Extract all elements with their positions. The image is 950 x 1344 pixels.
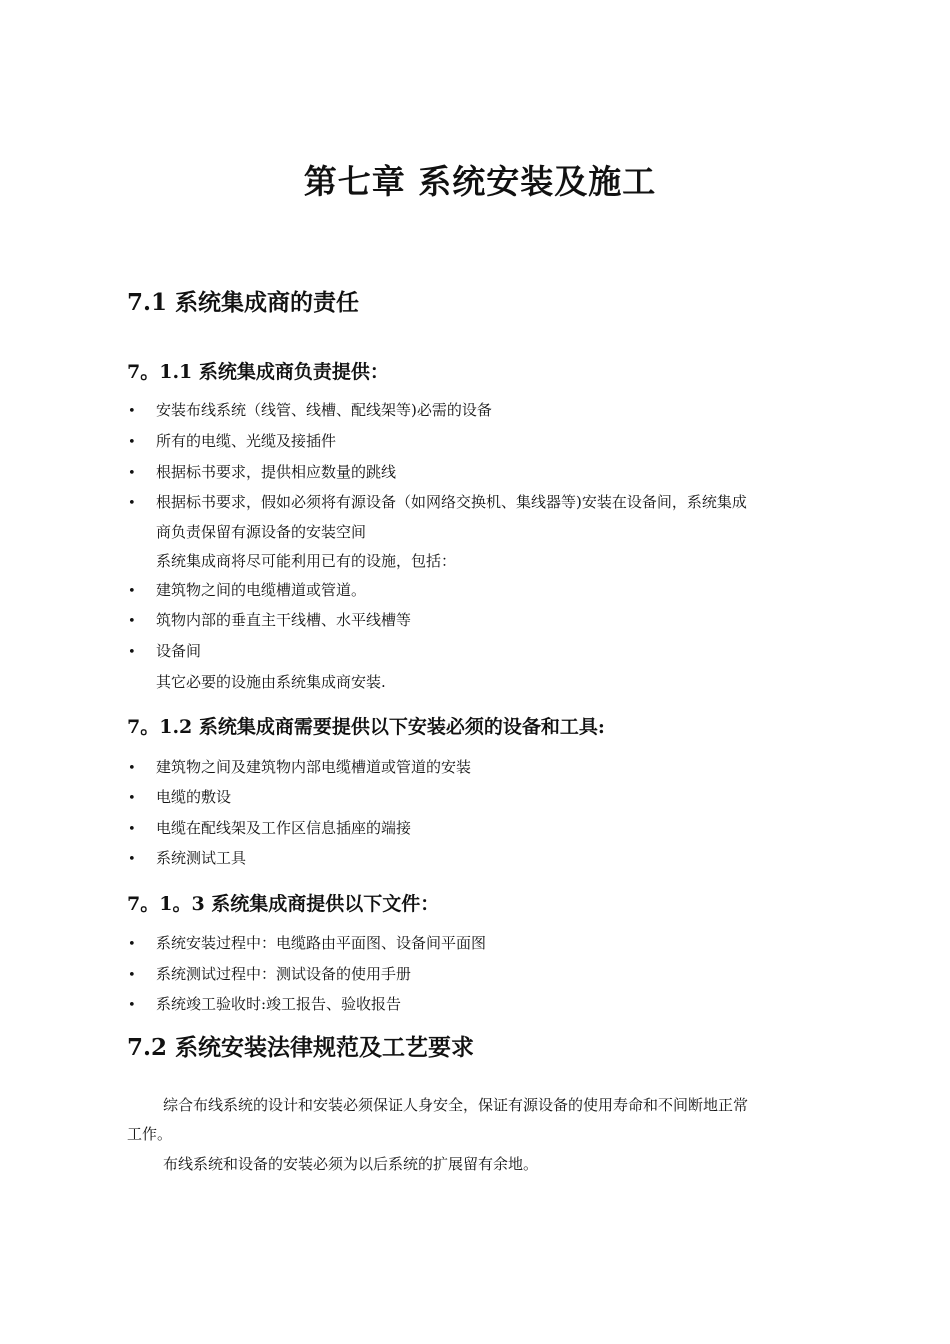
list-item-continuation: 商负责保留有源设备的安装空间 (156, 523, 367, 541)
list-item: • 安装布线系统（线管、线槽、配线架等)必需的设备 (128, 399, 492, 423)
bullet-icon: • (128, 614, 136, 629)
list-item: • 系统测试过程中：测试设备的使用手册 (128, 963, 411, 987)
bullet-icon: • (128, 761, 136, 776)
note-text: 系统集成商将尽可能利用已有的设施，包括： (156, 552, 457, 570)
list-item: • 电缆在配线架及工作区信息插座的端接 (128, 817, 411, 841)
section-heading-7-1-3: 7。1。3 系统集成商提供以下文件： (127, 893, 440, 915)
bullet-icon: • (128, 466, 136, 481)
list-item: • 系统测试工具 (128, 847, 246, 871)
bullet-icon: • (128, 496, 136, 511)
list-item: • 根据标书要求，提供相应数量的跳线 (128, 461, 396, 485)
list-item: • 所有的电缆、光缆及接插件 (128, 430, 336, 454)
bullet-icon: • (128, 968, 136, 983)
section-heading-7-1-1: 7。1.1 系统集成商负责提供： (127, 361, 389, 383)
list-item: • 设备间 (128, 640, 201, 664)
paragraph-line: 综合布线系统的设计和安装必须保证人身安全，保证有源设备的使用寿命和不间断地正常 (163, 1096, 749, 1114)
list-item: • 建筑物之间及建筑物内部电缆槽道或管道的安装 (128, 756, 471, 780)
bullet-icon: • (128, 822, 136, 837)
list-item: • 建筑物之间的电缆槽道或管道。 (128, 579, 366, 603)
list-item: • 系统安装过程中：电缆路由平面图、设备间平面图 (128, 932, 486, 956)
paragraph-line: 工作。 (127, 1125, 173, 1143)
bullet-icon: • (128, 852, 136, 867)
section-heading-7-1-2: 7。1.2 系统集成商需要提供以下安装必须的设备和工具: (127, 716, 605, 738)
chapter-title: 第七章 系统安装及施工 (303, 162, 657, 201)
bullet-icon: • (128, 645, 136, 660)
bullet-icon: • (128, 791, 136, 806)
bullet-icon: • (128, 998, 136, 1013)
list-item: • 系统竣工验收时:竣工报告、验收报告 (128, 993, 401, 1017)
bullet-icon: • (128, 404, 136, 419)
section-heading-7-2: 7.2 系统安装法律规范及工艺要求 (127, 1034, 475, 1061)
note-text: 其它必要的设施由系统集成商安装. (156, 673, 386, 691)
section-heading-7-1: 7.1 系统集成商的责任 (127, 289, 360, 316)
list-item: • 筑物内部的垂直主干线槽、水平线槽等 (128, 609, 411, 633)
list-item: • 电缆的敷设 (128, 786, 231, 810)
bullet-icon: • (128, 435, 136, 450)
bullet-icon: • (128, 937, 136, 952)
bullet-icon: • (128, 584, 136, 599)
list-item: • 根据标书要求，假如必须将有源设备（如网络交换机、集线器等)安装在设备间，系统集成 (128, 491, 747, 515)
paragraph: 布线系统和设备的安装必须为以后系统的扩展留有余地。 (163, 1155, 539, 1173)
